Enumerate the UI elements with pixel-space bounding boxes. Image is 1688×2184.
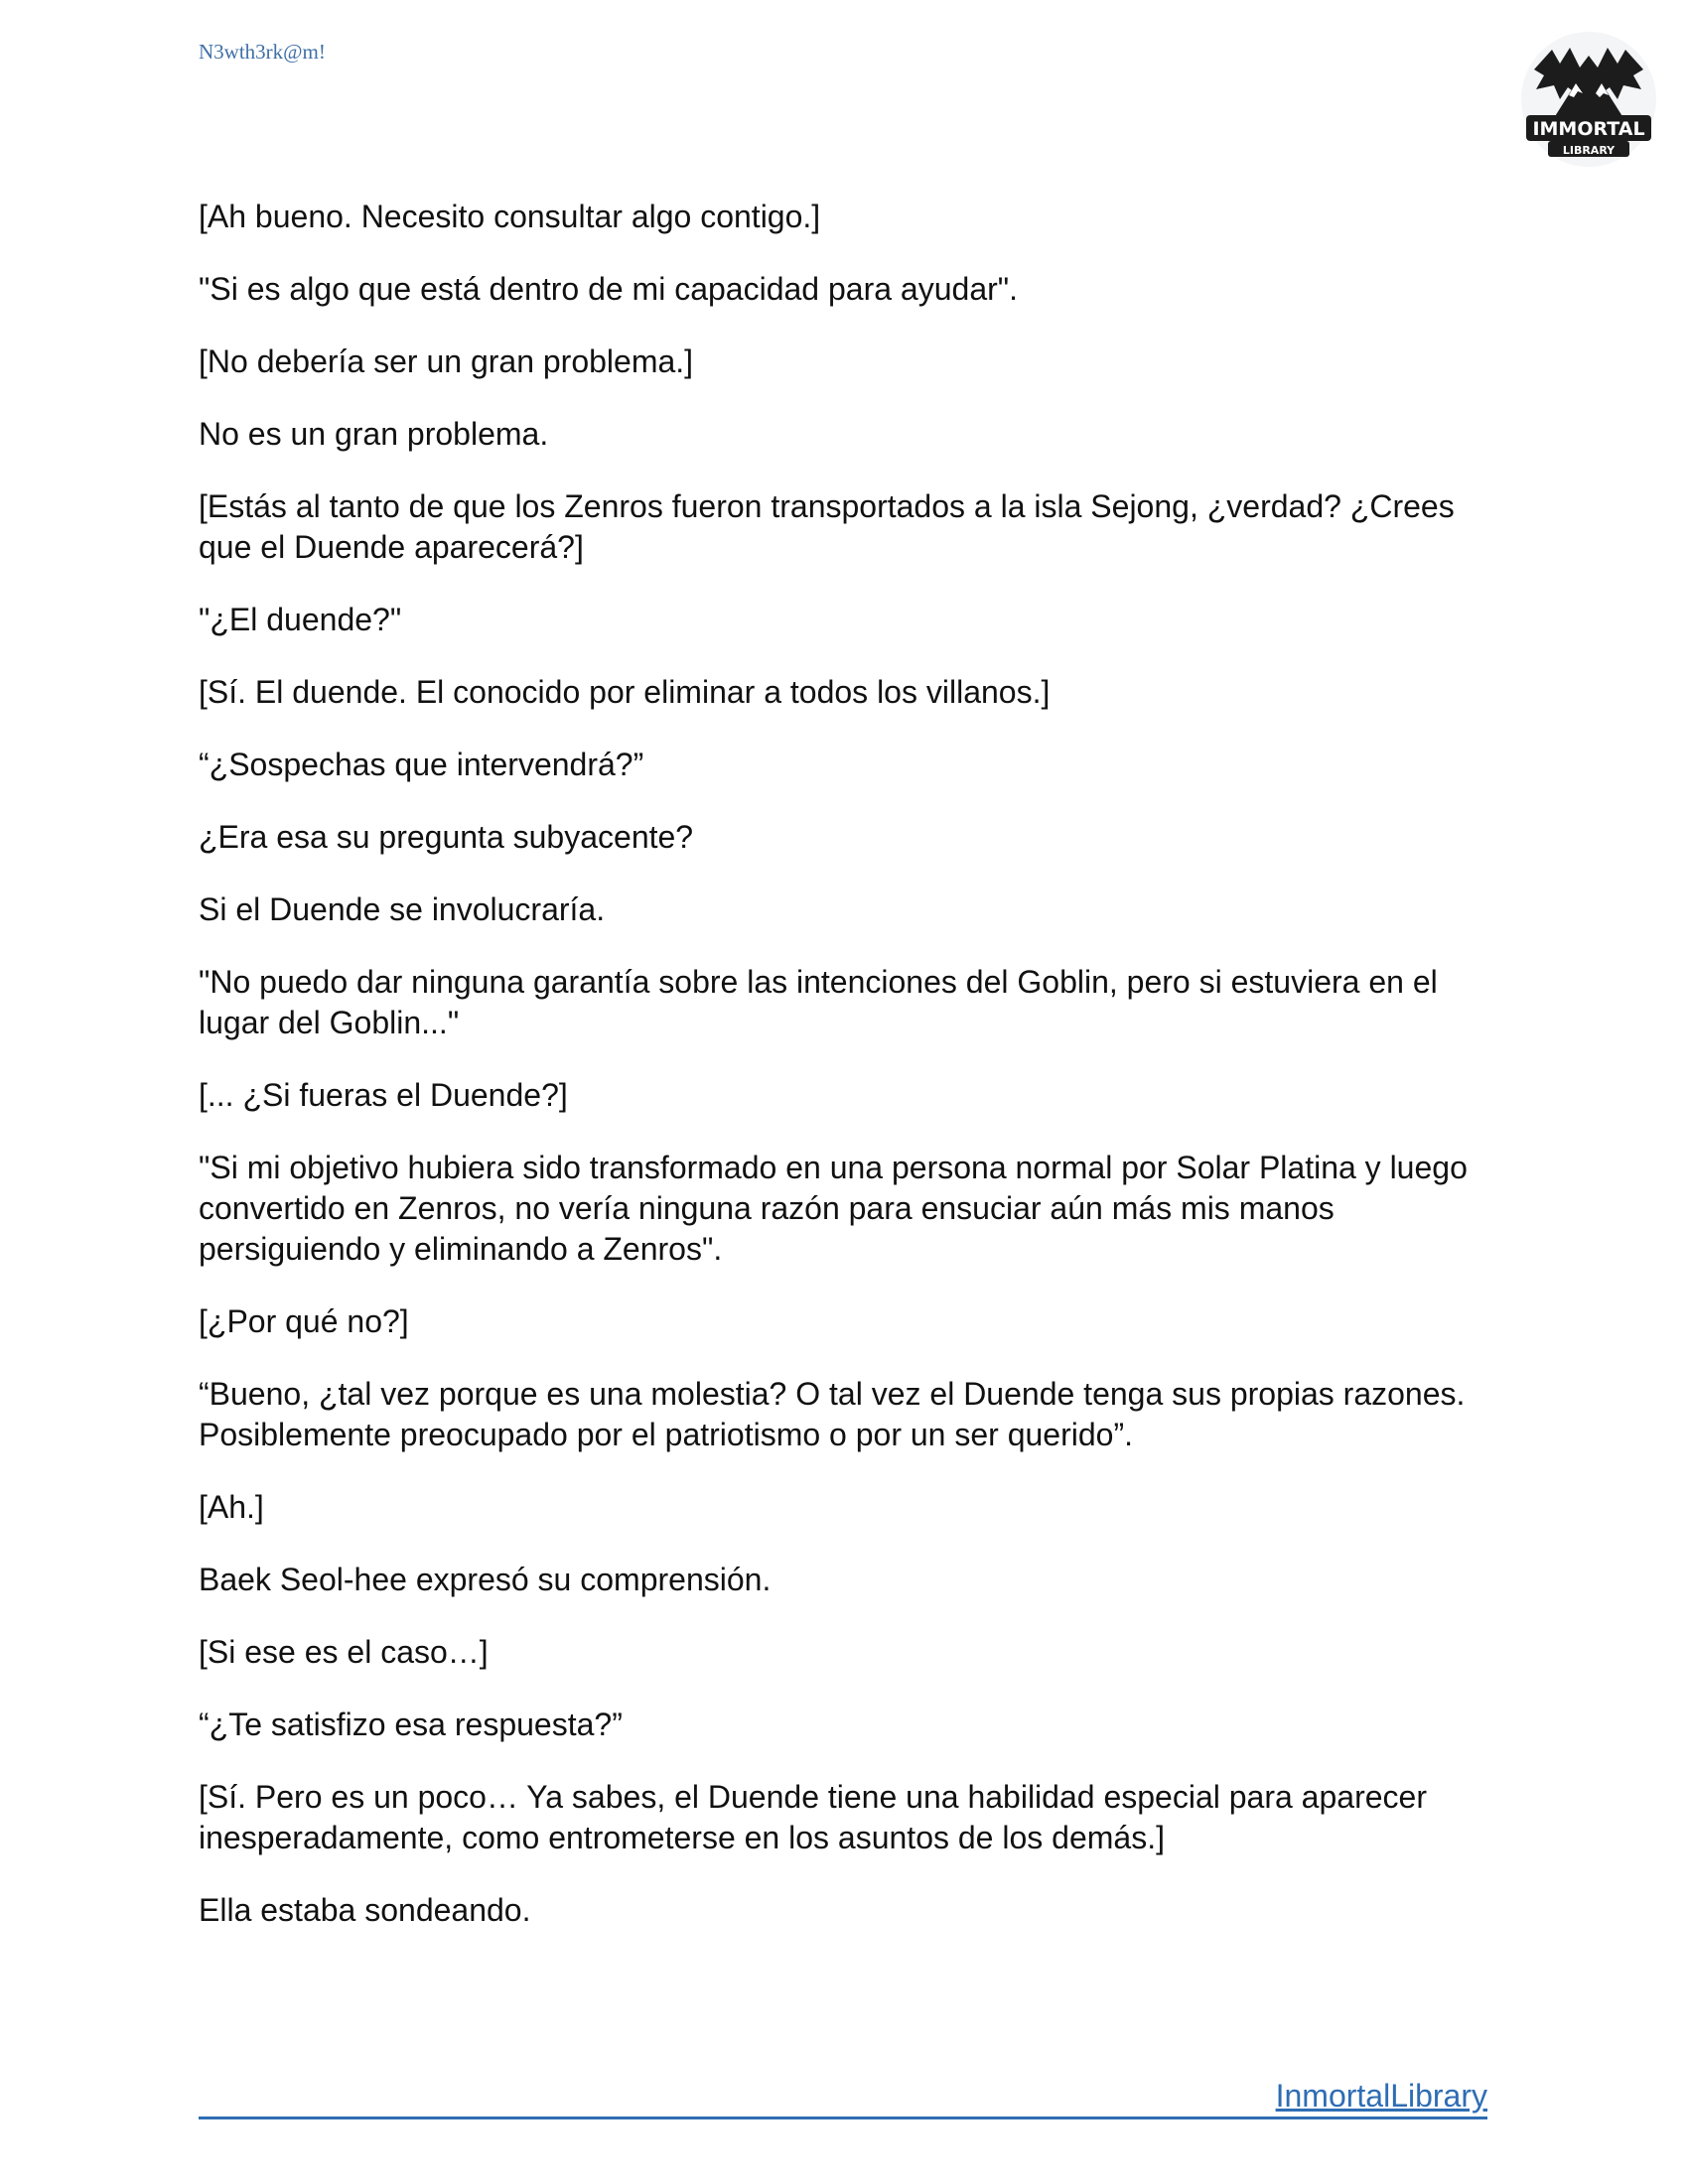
paragraph: "Si es algo que está dentro de mi capacidad para ayudar". [199,271,1019,307]
immortal-library-logo-icon [1514,30,1663,169]
paragraph: "Si mi objetivo hubiera sido transformado en una persona normal por Solar Platina y luego convertido en Zenros, no vería ninguna razón para ensuciar aún más mis manos persiguiendo y eliminando a Zenros". [199,1150,1468,1267]
logo-text-library: LIBRARY [1562,144,1616,157]
paragraph: [... ¿Si fueras el Duende?] [199,1077,568,1113]
paragraph: “Bueno, ¿tal vez porque es una molestia? O tal vez el Duende tenga sus propias razones. Posiblemente preocupado por el patriotismo o por un ser querido”. [199,1376,1466,1452]
paragraph: Ella estaba sondeando. [199,1892,531,1928]
header-tag: N3wth3rk@m! [199,40,326,64]
paragraph: [¿Por qué no?] [199,1303,409,1339]
footer-link[interactable]: InmortalLibrary [1275,2078,1487,2114]
paragraph: "No puedo dar ninguna garantía sobre las intenciones del Goblin, pero si estuviera en el lugar del Goblin..." [199,964,1438,1040]
paragraph: “¿Sospechas que intervendrá?” [199,747,644,782]
paragraph: [Ah.] [199,1489,264,1525]
paragraph: Baek Seol-hee expresó su comprensión. [199,1562,772,1597]
paragraph: [No debería ser un gran problema.] [199,343,694,379]
document-body [199,197,1499,1963]
paragraph: ¿Era esa su pregunta subyacente? [199,819,694,855]
logo-text-immortal: IMMORTAL [1532,118,1645,140]
paragraph: [Estás al tanto de que los Zenros fueron transportados a la isla Sejong, ¿verdad? ¿Crees que el Duende aparecerá?] [199,488,1455,565]
paragraph: [Sí. El duende. El conocido por eliminar a todos los villanos.] [199,674,1051,710]
paragraph: [Si ese es el caso…] [199,1634,489,1670]
paragraph: "¿El duende?" [199,602,402,637]
paragraph: Si el Duende se involucraría. [199,891,606,927]
paragraph: “¿Te satisfizo esa respuesta?” [199,1706,623,1742]
paragraph: [Sí. Pero es un poco… Ya sabes, el Duende tiene una habilidad especial para aparecer inesperadamente, como entrometerse en los asuntos de los demás.] [199,1779,1427,1855]
paragraph: [Ah bueno. Necesito consultar algo contigo.] [199,199,821,234]
footer-rule [199,2077,1487,2119]
paragraph: No es un gran problema. [199,416,549,452]
